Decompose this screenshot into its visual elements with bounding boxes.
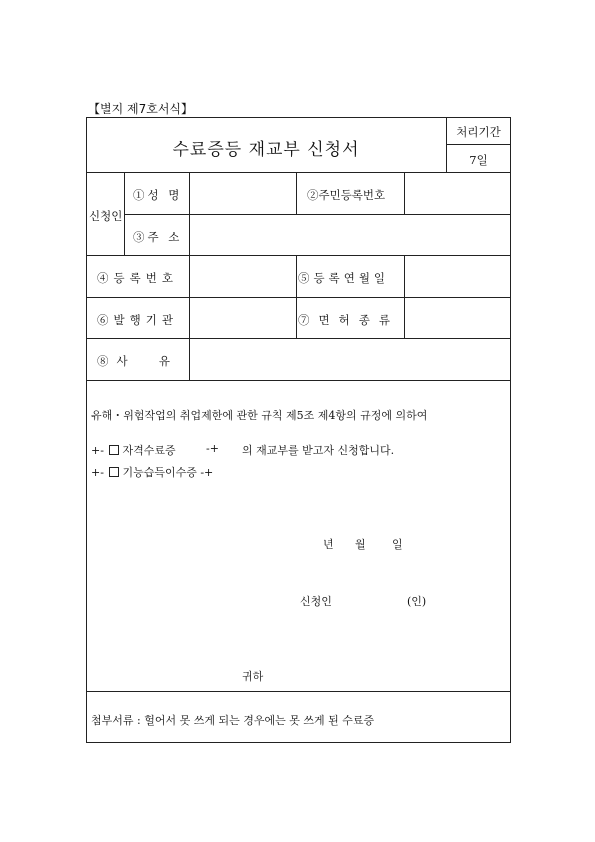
applicant-group-label: 신청인 (89, 209, 123, 223)
date-year: 년 (323, 538, 334, 551)
statement-tail: 의 재교부를 받고자 신청합니다. (242, 444, 395, 457)
reg-number-label: ④등록번호 (97, 271, 178, 285)
form-title: 수료증등 재교부 신청서 (172, 140, 360, 160)
issuer-label: ⑥발행기관 (97, 313, 178, 327)
option2-checkbox[interactable] (109, 467, 119, 477)
license-type-field[interactable] (405, 298, 510, 337)
bracket-open: +- (91, 444, 104, 457)
statement-option-row1 (91, 442, 176, 458)
reason-label: ⑧사 유 (97, 354, 179, 368)
reg-date-field[interactable] (405, 256, 510, 296)
address-field[interactable] (190, 215, 510, 254)
reason-field[interactable] (190, 339, 510, 379)
issuer-field[interactable] (190, 298, 295, 337)
processing-label: 처리기간 (456, 125, 501, 139)
option1-bracket-close: -+ (206, 442, 219, 455)
name-field[interactable] (190, 173, 295, 213)
rrn-label: ②주민등록번호 (307, 188, 386, 202)
statement-option-row2 (91, 464, 213, 480)
name-label: ①성 명 (133, 188, 183, 202)
signature-label: 신청인 (300, 595, 332, 608)
reg-date-label: ⑤등록연월일 (298, 271, 390, 285)
date-month: 월 (355, 538, 366, 551)
reg-number-field[interactable] (190, 256, 295, 296)
option2-label: 기능습득이수증 -+ (122, 466, 214, 479)
address-label: ③주 소 (133, 230, 183, 244)
attachment-note: 첨부서류 : 헐어서 못 쓰게 되는 경우에는 못 쓰게 된 수료증 (91, 714, 375, 727)
addressee: 귀하 (242, 670, 264, 683)
divider-rrn-left (296, 172, 297, 214)
license-type-label: ⑦면허종류 (298, 313, 399, 327)
divider-row5 (86, 380, 511, 381)
rrn-field[interactable] (405, 173, 510, 213)
date-day: 일 (392, 538, 403, 551)
divider-attachment (86, 691, 511, 692)
signature-seal: (인) (407, 595, 427, 608)
divider-mid-col (296, 255, 297, 338)
divider-applicant-group (124, 172, 125, 255)
form-number: 【별지 제7호서식】 (88, 102, 194, 116)
divider-processing-mid (446, 144, 511, 145)
statement-line1: 유해・위험작업의 취업제한에 관한 규칙 제5조 제4항의 규정에 의하여 (91, 409, 428, 422)
processing-value: 7일 (469, 153, 488, 167)
option1-checkbox[interactable] (109, 445, 119, 455)
option1-label: 자격수료증 (122, 444, 176, 457)
bracket-open-2: +- (91, 466, 104, 479)
